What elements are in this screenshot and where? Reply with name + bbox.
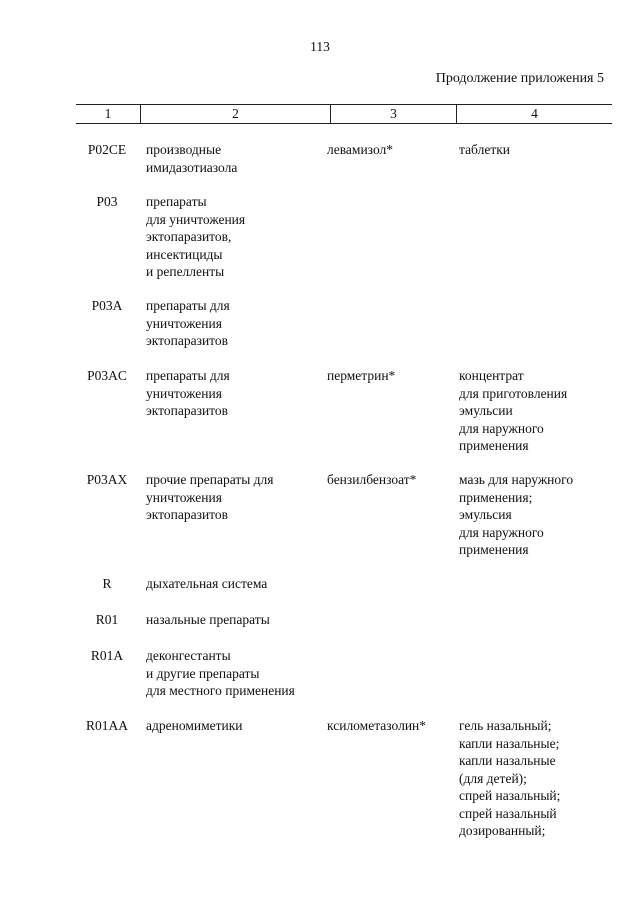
table-row bbox=[76, 193, 612, 281]
dosage-form bbox=[453, 471, 612, 559]
dosage-form bbox=[453, 647, 612, 700]
atc-code: P03 bbox=[96, 194, 118, 209]
table-row bbox=[76, 647, 612, 700]
continuation-label: Продолжение приложения 5 bbox=[435, 71, 604, 86]
drug-name bbox=[323, 141, 453, 176]
atc-group-name-line: для местного применения bbox=[146, 683, 295, 698]
drug-name bbox=[323, 717, 453, 840]
atc-group-name bbox=[138, 193, 323, 281]
atc-group-name-line: адреномиметики bbox=[146, 718, 243, 733]
drug-name bbox=[323, 471, 453, 559]
atc-group-name bbox=[138, 141, 323, 176]
table-row bbox=[76, 367, 612, 455]
dosage-form-line: (для детей); bbox=[459, 770, 527, 786]
atc-group-name-line: назальные препараты bbox=[146, 612, 270, 627]
dosage-form-line: таблетки bbox=[459, 142, 511, 157]
dosage-form-line: для наружного bbox=[459, 524, 544, 540]
atc-group-name-line: эктопаразитов bbox=[146, 403, 229, 418]
atc-group-name bbox=[138, 367, 323, 455]
atc-group-name bbox=[138, 471, 323, 559]
atc-code: P03AX bbox=[86, 472, 128, 487]
atc-group-name-line: препараты bbox=[146, 194, 207, 209]
dosage-form bbox=[453, 297, 612, 350]
atc-code: R01 bbox=[95, 612, 119, 627]
dosage-form bbox=[453, 193, 612, 281]
table-row bbox=[76, 141, 612, 176]
atc-group-name-line: эктопаразитов, bbox=[146, 229, 232, 244]
atc-group-name-line: эктопаразитов bbox=[146, 507, 229, 522]
dosage-form bbox=[453, 611, 612, 629]
page-number: 113 bbox=[310, 39, 330, 54]
dosage-form bbox=[453, 575, 612, 593]
atc-group-name-line: производные bbox=[146, 142, 222, 157]
dosage-form-line: спрей назальный; bbox=[459, 788, 561, 803]
drug-name bbox=[323, 297, 453, 350]
atc-group-name-line: деконгестанты bbox=[146, 648, 231, 663]
atc-group-name-line: и репелленты bbox=[146, 264, 225, 279]
atc-group-name-line: имидазотиазола bbox=[146, 159, 238, 175]
table-row bbox=[76, 717, 612, 840]
dosage-form-line: капли назальные bbox=[459, 753, 556, 768]
dosage-form bbox=[453, 367, 612, 455]
dosage-form-line: применения bbox=[459, 542, 529, 557]
atc-code: P02CE bbox=[87, 142, 127, 157]
atc-group-name-line: эктопаразитов bbox=[146, 333, 229, 348]
drug-name bbox=[323, 575, 453, 593]
dosage-form-line: эмульсия bbox=[459, 507, 512, 522]
atc-group-name bbox=[138, 575, 323, 593]
dosage-form-line: мазь для наружного bbox=[459, 472, 574, 487]
dosage-form-line: применения bbox=[459, 438, 529, 453]
atc-code: R01AA bbox=[85, 718, 128, 733]
dosage-form-line: гель назальный; bbox=[459, 718, 552, 733]
drug-name-line: бензилбензоат* bbox=[327, 472, 417, 487]
drug-name bbox=[323, 367, 453, 455]
header-col-3: 3 bbox=[331, 105, 457, 123]
atc-group-name bbox=[138, 647, 323, 700]
atc-code: R01A bbox=[90, 648, 124, 663]
dosage-form-line: спрей назальный bbox=[459, 805, 557, 821]
drug-name-line: ксилометазолин* bbox=[327, 718, 427, 733]
atc-group-name-line: для уничтожения bbox=[146, 211, 246, 227]
table-row bbox=[76, 575, 612, 593]
dosage-form-line: капли назальные; bbox=[459, 735, 560, 751]
header-col-1: 1 bbox=[76, 105, 141, 123]
atc-group-name-line: уничтожения bbox=[146, 489, 222, 505]
atc-code: P03AC bbox=[87, 368, 127, 383]
table-row bbox=[76, 611, 612, 629]
drug-name bbox=[323, 647, 453, 700]
table-row bbox=[76, 297, 612, 350]
dosage-form-line: для наружного bbox=[459, 420, 544, 436]
atc-group-name bbox=[138, 611, 323, 629]
header-col-2: 2 bbox=[141, 105, 331, 123]
dosage-form-line: для приготовления bbox=[459, 385, 568, 401]
table-header bbox=[76, 104, 612, 124]
dosage-form bbox=[453, 717, 612, 840]
atc-group-name bbox=[138, 717, 323, 840]
dosage-form-line: дозированный; bbox=[459, 823, 546, 838]
atc-group-name-line: уничтожения bbox=[146, 315, 222, 331]
header-col-4: 4 bbox=[531, 106, 538, 121]
drug-name bbox=[323, 193, 453, 281]
drug-name bbox=[323, 611, 453, 629]
table-row bbox=[76, 471, 612, 559]
atc-group-name-line: препараты для bbox=[146, 368, 230, 383]
dosage-form-line: эмульсии bbox=[459, 403, 513, 418]
atc-group-name-line: уничтожения bbox=[146, 385, 222, 401]
atc-group-name bbox=[138, 297, 323, 350]
atc-code: P03A bbox=[91, 298, 123, 313]
atc-group-name-line: препараты для bbox=[146, 298, 230, 313]
dosage-form bbox=[453, 141, 612, 176]
atc-group-name-line: инсектициды bbox=[146, 246, 223, 262]
atc-group-name-line: прочие препараты для bbox=[146, 472, 274, 487]
dosage-form-line: применения; bbox=[459, 489, 533, 505]
dosage-form-line: концентрат bbox=[459, 368, 524, 383]
drug-name-line: левамизол* bbox=[327, 142, 393, 157]
atc-group-name-line: дыхательная система bbox=[146, 576, 268, 591]
drug-name-line: перметрин* bbox=[327, 368, 396, 383]
atc-code: R bbox=[102, 576, 112, 591]
atc-group-name-line: и другие препараты bbox=[146, 665, 260, 681]
